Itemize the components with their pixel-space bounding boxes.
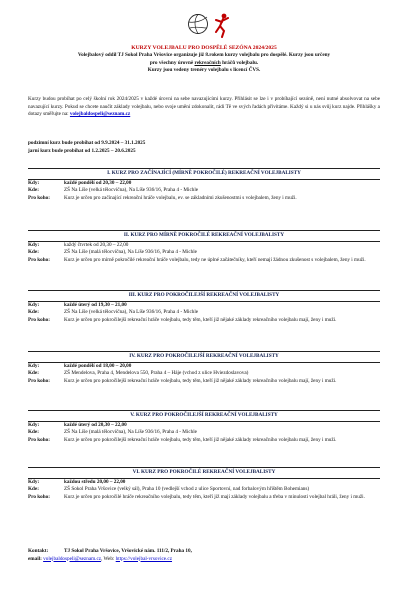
intro-text: pro všechny úrovně [149,59,195,66]
where-label: Kde: [28,370,39,377]
email-label: email: [28,555,42,562]
intro-underlined: rekreačních [194,59,221,66]
course-when: každé úterý od 19,30 – 21,00 [64,301,127,308]
web-label: , Web: [101,555,115,562]
info-paragraph [28,96,380,119]
course-block [28,168,380,202]
for-whom-label: Pro koho: [28,436,50,443]
course-for-whom: Kurz je určen pro mírně pokročilé rekreační hráče volejbalu, tedy ne úplné začátečníky, kteří nemají žádnou zkušenost s volejbalem, ženy i muži. [64,256,366,263]
contact-email-link[interactable]: volejbaldospeli@seznam.cz [43,555,102,562]
intro-text: hráčů volejbalu. [220,59,259,66]
course-block [28,230,380,264]
when-label: Kdy: [28,421,40,428]
intro-line-3: Kurzy jsou vedeny trenéry volejbalu s licencí ČVS. [147,67,261,74]
player-silhouette-icon [210,12,232,38]
course-when: každé pondělí od 20,30 – 22,00 [64,179,132,186]
contact-address: TJ Sokol Praha Vršovice, Vršovické nám. 111/2, Praha 10, [64,548,192,554]
for-whom-label: Pro koho: [28,316,50,323]
contact-label: Kontakt: [28,548,49,554]
course-for-whom: Kurz je určen pro pokročilejší rekreační hráče volejbalu, tedy těm, kteří již nějaké základy rekreačního volejbalu mají, ženy i muži. [64,316,337,323]
logo-area [0,10,407,38]
info-text: Kurzy budou probíhat po celý školní rok 2024/2025 v každé úrovni na sebe navazujícími kurzy. Přihlásit se lze i v probíhající sezóně, není nutné absolvovat na sebe navazující kurzy. Pokud se chcete naučit základy volejbalu, nebo svoje umění zdokonalit, rádi Tě ve svých řadách přivítáme. Každý si u nás svůj kurz najde. Přihlášky a dotazy směřujte na: [28,96,380,118]
when-label: Kdy: [28,478,40,485]
course-title: VI. KURZ PRO POKROČILÉ REKREAČNÍ VOLEJBALISTY [28,467,380,479]
where-label: Kde: [28,187,39,194]
where-label: Kde: [28,309,39,316]
where-label: Kde: [28,249,39,256]
where-label: Kde: [28,486,39,493]
course-title: I. KURZ PRO ZAČÍNAJÍCÍ (MÍRNĚ POKROČILÉ) REKREAČNÍ VOLEJBALISTY [28,168,380,180]
autumn-dates: podzimní kurz bude probíhat od 9.9.2024 – 31.1.2025 [28,140,146,146]
course-where: ZŠ Na Líše (malá tělocvična), Na Líše 936/16, Praha 4 - Michle [64,429,197,436]
for-whom-label: Pro koho: [28,256,50,263]
course-for-whom: Kurz je určen pro začínající rekreační hráče volejbalu, ev. se základními zkušenostmi s volejbalem, ženy i muži. [64,194,297,201]
spring-dates: jarní kurz bude probíhat od 1.2.2025 – 20.6.2025 [28,147,136,154]
course-where: ZŠ Mendelova, Praha 4, Mendelova 550, Praha 4 – Háje (vchod z ulice Hviezdoslavova) [64,370,249,377]
course-where: ZŠ Sokol Praha Vršovice (velký sál), Praha 10 (vedlejší vchod z ulice Sportovní, nad forbalovým hřištěm Bohemians) [64,486,310,493]
dates-block [28,140,380,155]
for-whom-label: Pro koho: [28,493,50,500]
when-label: Kdy: [28,179,40,186]
course-title: IV. KURZ PRO POKROČILEJŠÍ REKREAČNÍ VOLEJBALISTY [28,351,380,363]
header [28,44,380,75]
course-block [28,290,380,324]
course-title: III. KURZ PRO POKROČILEJŠÍ REKREAČNÍ VOLEJBALISTY [28,290,380,302]
course-block [28,410,380,444]
course-when: každé úterý od 20,30 – 22,00 [64,421,127,428]
where-label: Kde: [28,429,39,436]
volleyball-logo-icon [187,13,209,35]
course-title: II. KURZ PRO MÍRNĚ POKROČILÉ REKREAČNÍ VOLEJBALISTY [28,230,380,242]
contact-block [28,548,380,563]
when-label: Kdy: [28,241,40,248]
when-label: Kdy: [28,362,40,369]
contact-web-link[interactable]: https://volejbal-vrsovice.cz [115,555,173,562]
course-for-whom: Kurz je určen pro pokročilejší rekreační hráče volejbalu, tedy těm, kteří již nějaké základy rekreačního volejbalu mají, ženy i muži. [64,436,337,443]
for-whom-label: Pro koho: [28,194,50,201]
when-label: Kdy: [28,301,40,308]
course-title: V. KURZ PRO POKROČILEJŠÍ REKREAČNÍ VOLEJBALISTY [28,410,380,422]
contact-links [28,556,380,564]
intro-line-1: Volejbalový oddíl TJ Sokol Praha Vršovice organizuje již 8.rokem kurzy volejbalu pro dospělé. Kurzy jsou určeny [77,52,331,59]
course-where: ZŠ Na Líše (malá tělocvična), Na Líše 936/16, Praha 4 - Michle [64,249,197,256]
course-for-whom: Kurz je určen pro pokročilejší rekreační hráče volejbalu, tedy těm, kteří již nějaké základy rekreačního volejbalu mají, ženy i muži. [64,377,337,384]
course-where: ZŠ Na Líše (velká tělocvična), Na Líše 936/16, Praha 4 - Michle [64,187,199,194]
course-when: každý čtvrtek od 20,30 – 22,00 [64,241,129,248]
course-for-whom: Kurz je určen pro pokročilé hráče rekreačního volejbalu, tedy těm, kteří již mají základy volejbalu a třeba v minulosti volejbal hráli, ženy i muži. [64,493,365,500]
course-when: každou středu 20,00 – 22,00 [64,478,126,485]
course-block [28,351,380,385]
course-block [28,467,380,501]
page-title: KURZY VOLEJBALU PRO DOSPĚLÉ SEZÓNA 2024/2025 [131,45,277,51]
course-when: každé pondělí od 18,00 – 20,00 [64,362,132,369]
info-email-link[interactable]: volejbaldospeli@seznam.cz [69,111,131,118]
course-where: ZŠ Na Líše (velká tělocvična), Na Líše 936/16, Praha 4 - Michle [64,309,199,316]
for-whom-label: Pro koho: [28,377,50,384]
